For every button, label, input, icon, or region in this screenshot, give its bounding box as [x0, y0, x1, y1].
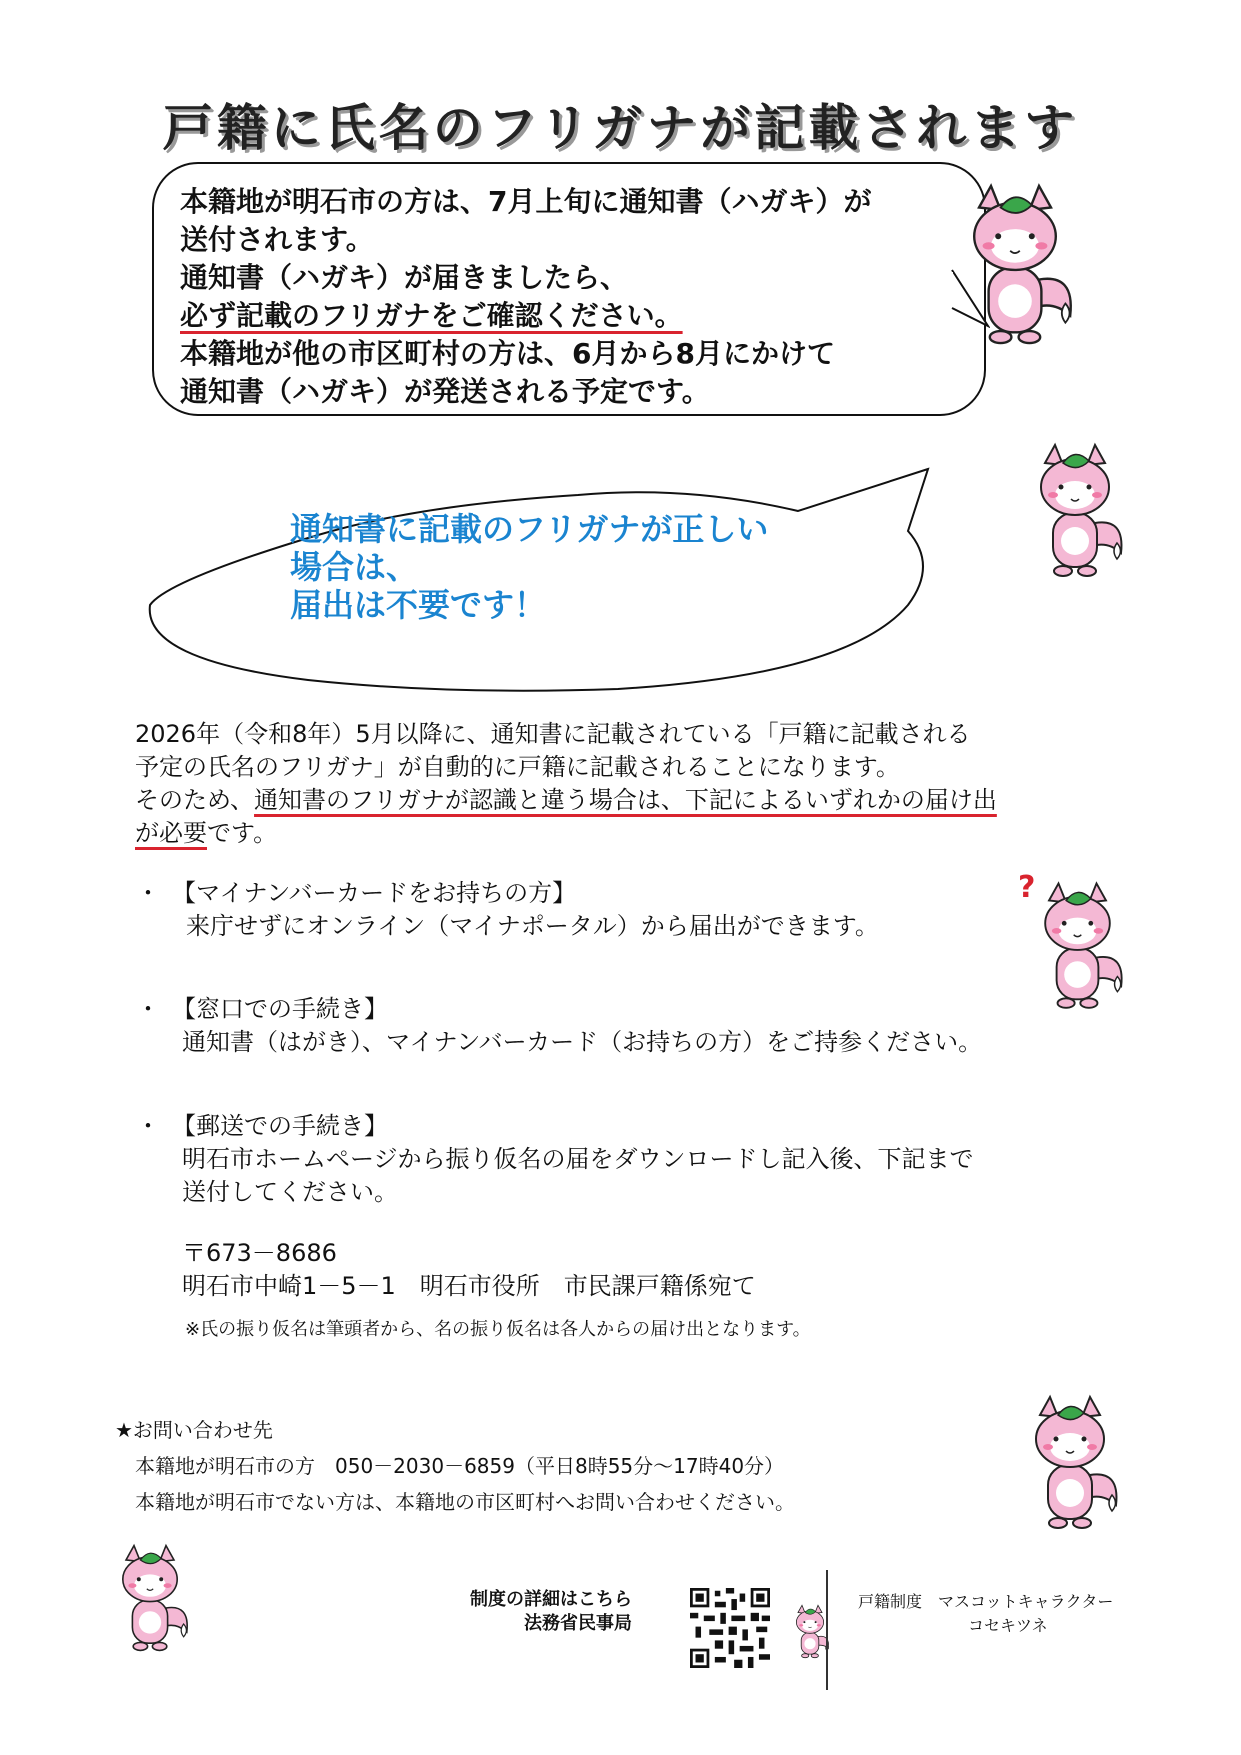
procedure-heading: 【郵送での手続き】	[172, 1112, 388, 1140]
notice-text	[180, 183, 872, 411]
notice-line: 送付されます。	[180, 223, 374, 256]
postal-code: 〒673－8686	[182, 1239, 337, 1267]
mascot-footer-icon	[790, 1585, 830, 1680]
mascot-pointing-icon	[1025, 438, 1125, 588]
moj-link[interactable]	[470, 1588, 632, 1636]
procedure-mail	[136, 1110, 974, 1303]
paragraph-emphasis: が必要	[135, 819, 207, 847]
mascot-caption	[858, 1590, 1113, 1638]
procedure-counter	[136, 993, 983, 1059]
moj-name: 法務省民事局	[524, 1613, 632, 1634]
callout-line: 場合は、	[290, 548, 419, 586]
procedure-heading: 【窓口での手続き】	[172, 995, 388, 1023]
details-link[interactable]: 制度の詳細はこちら	[470, 1589, 632, 1610]
mascot-thinking-icon	[1030, 878, 1125, 1018]
callout-line: 通知書に記載のフリガナが正しい	[290, 510, 769, 548]
paragraph-line: 2026年（令和8年）5月以降に、通知書に記載されている「戸籍に記載される	[135, 720, 971, 748]
bullet: ・	[136, 995, 160, 1023]
procedure-text: 来庁せずにオンライン（マイナポータル）から届出ができます。	[186, 912, 879, 940]
procedure-text: 通知書（はがき）、マイナンバーカード（お持ちの方）をご持参ください。	[182, 1028, 983, 1056]
paragraph-text: です。	[207, 819, 278, 847]
procedure-heading: 【マイナンバーカードをお持ちの方】	[172, 879, 577, 907]
callout-text	[290, 510, 768, 624]
mascot-phone-icon	[110, 1540, 190, 1660]
contact-other: 本籍地が明石市でない方は、本籍地の市区町村へお問い合わせください。	[135, 1490, 795, 1514]
paragraph-text: そのため、	[135, 786, 255, 814]
notice-line-emphasis: 必ず記載のフリガナをご確認ください。	[180, 299, 683, 332]
bullet: ・	[136, 879, 160, 907]
contact-phone: 本籍地が明石市の方 050－2030－6859（平日8時55分～17時40分）	[135, 1454, 785, 1478]
mascot-name: コセキツネ	[968, 1616, 1048, 1635]
procedure-text: 明石市ホームページから振り仮名の届をダウンロードし記入後、下記まで	[182, 1145, 974, 1173]
notice-line: 通知書（ハガキ）が発送される予定です。	[180, 375, 710, 408]
notice-line: 本籍地が他の市区町村の方は、6月から8月にかけて	[180, 337, 835, 370]
contact-heading: ★お問い合わせ先	[115, 1418, 273, 1442]
contact-section	[115, 1412, 795, 1520]
explanation-paragraph	[135, 718, 997, 850]
procedure-online	[136, 877, 879, 943]
mascot-reading-icon	[955, 180, 1075, 355]
question-mark-icon: ?	[1018, 870, 1036, 905]
mascot-caption-line: 戸籍制度 マスコットキャラクター	[858, 1592, 1114, 1611]
paragraph-emphasis: 通知書のフリガナが認識と違う場合は、下記によるいずれかの届け出	[254, 786, 997, 814]
mailing-address: 明石市中崎1－5－1 明石市役所 市民課戸籍係宛て	[182, 1272, 756, 1300]
procedure-text: 送付してください。	[182, 1178, 398, 1206]
notice-line: 本籍地が明石市の方は、7月上旬に通知書（ハガキ）が	[180, 185, 872, 218]
callout-line: 届出は不要です！	[290, 586, 547, 624]
notice-line: 通知書（ハガキ）が届きましたら、	[180, 261, 629, 294]
divider	[826, 1570, 828, 1690]
page-title: 戸籍に氏名のフリガナが記載されます	[162, 99, 1079, 157]
qr-code[interactable]	[690, 1588, 770, 1668]
paragraph-line: 予定の氏名のフリガナ」が自動的に戸籍に記載されることになります。	[135, 753, 900, 781]
bullet: ・	[136, 1112, 160, 1140]
furigana-note: ※氏の振り仮名は筆頭者から、名の振り仮名は各人からの届け出となります。	[185, 1319, 811, 1340]
mascot-bowing-icon	[1020, 1390, 1120, 1540]
